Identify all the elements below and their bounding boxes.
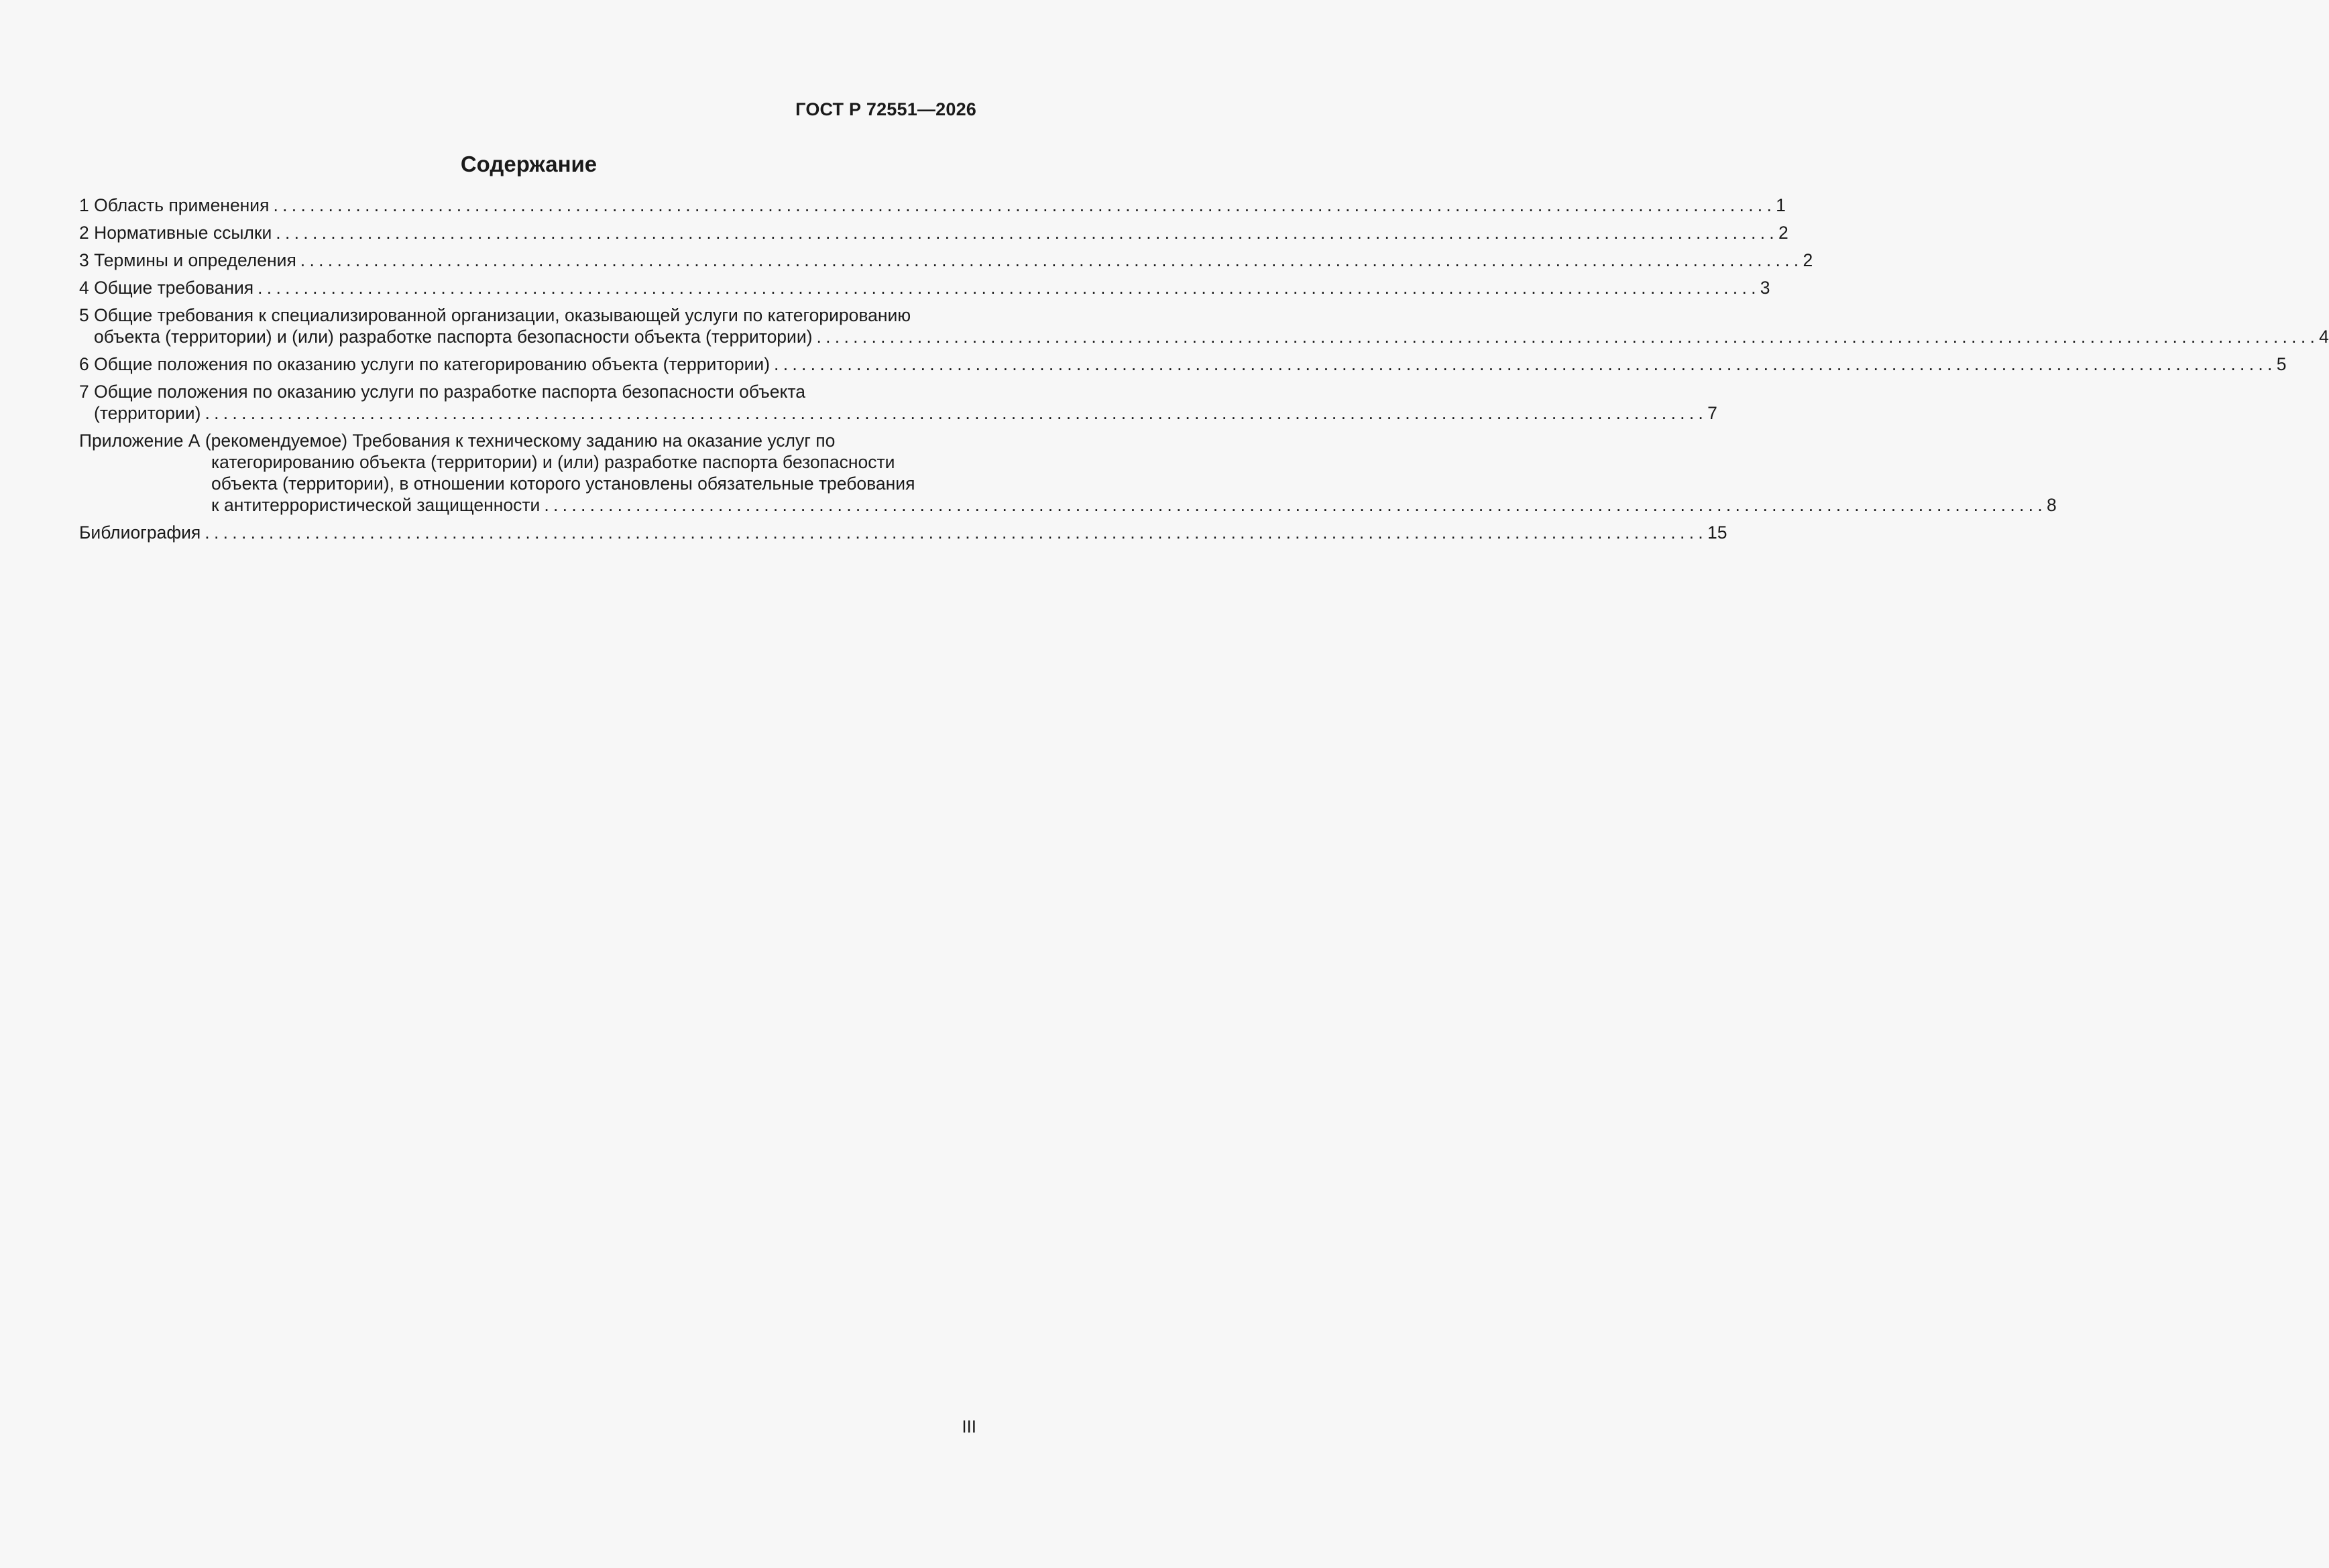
toc-entry-title: объекта (территории) и (или) разработке паспорта безопасности объекта (территории) <box>94 327 813 347</box>
toc-leader-dots: .................................................................................................................................................................... <box>258 278 1760 298</box>
toc-leader-dots: .................................................................................................................................................................... <box>205 522 1707 543</box>
toc-leader-dots: .................................................................................................................................................................... <box>205 403 1708 423</box>
toc-page-number: 4 <box>2319 327 2329 347</box>
toc-page-number: 2 <box>1778 223 1788 243</box>
toc-page-number: 2 <box>1803 250 1813 270</box>
toc-entry-passport-service[interactable] <box>79 381 1717 424</box>
toc-leader-dots: .................................................................................................................................................................... <box>544 495 2047 515</box>
toc-page-number: 1 <box>1776 195 1786 215</box>
toc-entry-title: Библиография <box>79 522 201 543</box>
toc-entry-title-line: Приложение А (рекомендуемое) Требования к техническому заданию на оказание услуг по <box>79 431 836 451</box>
toc-entry-title: 2 Нормативные ссылки <box>79 223 272 243</box>
toc-entry-terms[interactable] <box>79 249 1813 271</box>
toc-entry-bibliography[interactable] <box>79 522 1727 543</box>
toc-entry-categorization-service[interactable] <box>79 353 2287 375</box>
toc-entry-title-line: категорированию объекта (территории) и (или) разработке паспорта безопасности <box>211 452 895 472</box>
toc-entry-title: 1 Область применения <box>79 195 270 215</box>
toc-entry-title: 3 Термины и определения <box>79 250 296 270</box>
toc-entry-scope[interactable] <box>79 194 1786 216</box>
toc-entry-title: (территории) <box>94 403 201 423</box>
toc-leader-dots: .................................................................................................................................................................... <box>774 354 2277 374</box>
toc-entry-appendix-a[interactable] <box>79 430 2057 516</box>
toc-entry-title: к антитеррористической защищенности <box>211 495 541 515</box>
page-number: III <box>962 1416 976 1437</box>
toc-entry-normative-references[interactable] <box>79 222 1788 243</box>
toc-entry-general-requirements[interactable] <box>79 277 1770 298</box>
toc-leader-dots: .................................................................................................................................................................... <box>816 327 2320 347</box>
toc-page-number: 5 <box>2276 354 2287 374</box>
toc-entry-title-line: 7 Общие положения по оказанию услуги по разработке паспорта безопасности объекта <box>79 382 805 402</box>
toc-page-number: 8 <box>2046 495 2057 515</box>
toc-leader-dots: .................................................................................................................................................................... <box>300 250 1803 270</box>
toc-page-number: 3 <box>1760 278 1770 298</box>
toc-entry-title: 6 Общие положения по оказанию услуги по категорированию объекта (территории) <box>79 354 771 374</box>
toc-entry-title: 4 Общие требования <box>79 278 254 298</box>
toc-entry-title-line: 5 Общие требования к специализированной организации, оказывающей услуги по категорированию <box>79 305 911 325</box>
toc-entry-title-line: объекта (территории), в отношении которого установлены обязательные требования <box>211 473 915 494</box>
toc-title: Содержание <box>460 152 598 176</box>
toc-entry-organization-requirements[interactable] <box>79 304 2329 347</box>
standard-designation: ГОСТ Р 72551—2026 <box>795 99 976 119</box>
toc-page-number: 15 <box>1707 522 1727 543</box>
toc-leader-dots: .................................................................................................................................................................... <box>273 195 1776 215</box>
toc-leader-dots: .................................................................................................................................................................... <box>276 223 1778 243</box>
toc-page-number: 7 <box>1707 403 1717 423</box>
table-of-contents <box>79 194 2329 549</box>
